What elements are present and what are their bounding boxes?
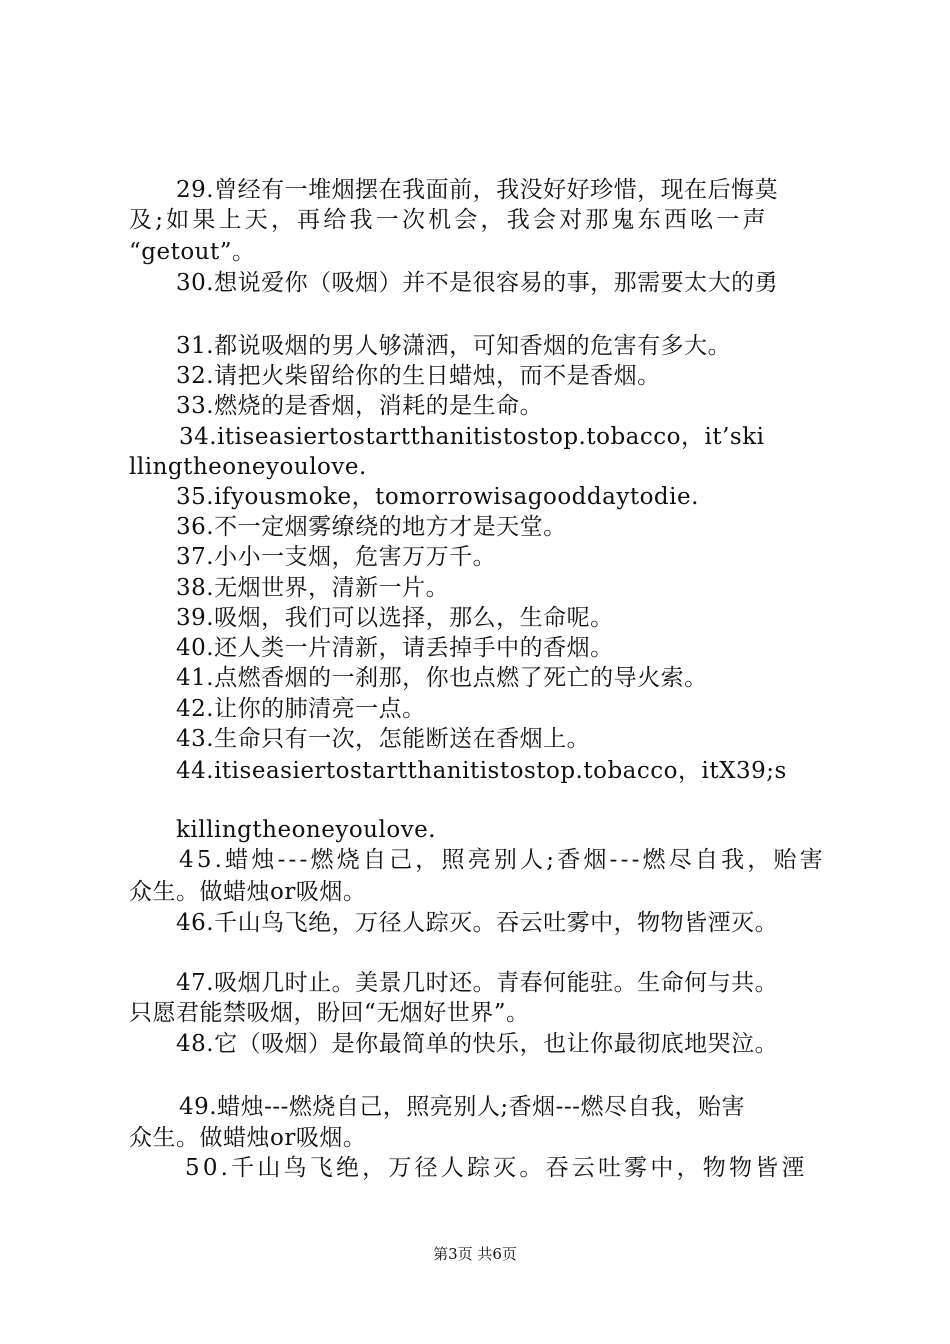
text-line: 31.都说吸烟的男人够潇洒，可知香烟的危害有多大。	[176, 333, 732, 359]
text-line: 46.千山鸟飞绝，万径人踪灭。吞云吐雾中，物物皆湮灭。	[176, 910, 779, 936]
page-number-footer: 第3页 共6页	[433, 1245, 517, 1263]
text-line: 49.蜡烛---燃烧自己，照亮别人;香烟---燃尽自我，贻害	[179, 1094, 745, 1120]
text-line: 众生。做蜡烛or吸烟。	[129, 879, 367, 905]
text-line: 众生。做蜡烛or吸烟。	[129, 1125, 367, 1151]
text-line: 41.点燃香烟的一刹那，你也点燃了死亡的导火索。	[176, 665, 708, 691]
text-line: 及;如果上天，再给我一次机会，我会对那鬼东西吆一声	[129, 207, 769, 233]
text-line: 37.小小一支烟，危害万万千。	[176, 544, 497, 570]
text-line: 35.ifyousmoke，tomorrowisagooddaytodie.	[176, 484, 699, 510]
text-line: 40.还人类一片清新，请丢掉手中的香烟。	[176, 635, 614, 661]
text-line: “getout”。	[129, 239, 256, 265]
text-line: 44.itiseasiertostartthanitistostop.tobacco，itX39;s	[176, 758, 787, 784]
text-line: 38.无烟世界，清新一片。	[176, 575, 450, 601]
text-line: llingtheoneyoulove.	[129, 454, 367, 480]
text-line: 50.千山鸟飞绝，万径人踪灭。吞云吐雾中，物物皆湮	[185, 1155, 808, 1181]
text-line: 48.它（吸烟）是你最简单的快乐，也让你最彻底地哭泣。	[176, 1031, 779, 1057]
text-line: 29.曾经有一堆烟摆在我面前，我没好好珍惜，现在后悔莫	[176, 177, 779, 203]
text-line: 34.itiseasiertostartthanitistostop.tobacco，it’ski	[179, 424, 765, 450]
text-line: 33.燃烧的是香烟，消耗的是生命。	[176, 393, 544, 419]
text-line: 只愿君能禁吸烟，盼回“无烟好世界”。	[129, 1000, 530, 1026]
text-line: 43.生命只有一次，怎能断送在香烟上。	[176, 726, 591, 752]
text-line: 45.蜡烛---燃烧自己，照亮别人;香烟---燃尽自我，贻害	[179, 847, 826, 873]
text-line: killingtheoneyoulove.	[176, 817, 437, 843]
text-line: 36.不一定烟雾缭绕的地方才是天堂。	[176, 514, 567, 540]
text-line: 47.吸烟几时止。美景几时还。青春何能驻。生命何与共。	[176, 970, 779, 996]
text-line: 42.让你的肺清亮一点。	[176, 696, 426, 722]
text-line: 39.吸烟，我们可以选择，那么，生命呢。	[176, 605, 614, 631]
text-line: 32.请把火柴留给你的生日蜡烛，而不是香烟。	[176, 363, 661, 389]
text-line: 30.想说爱你（吸烟）并不是很容易的事，那需要太大的勇	[176, 270, 779, 296]
